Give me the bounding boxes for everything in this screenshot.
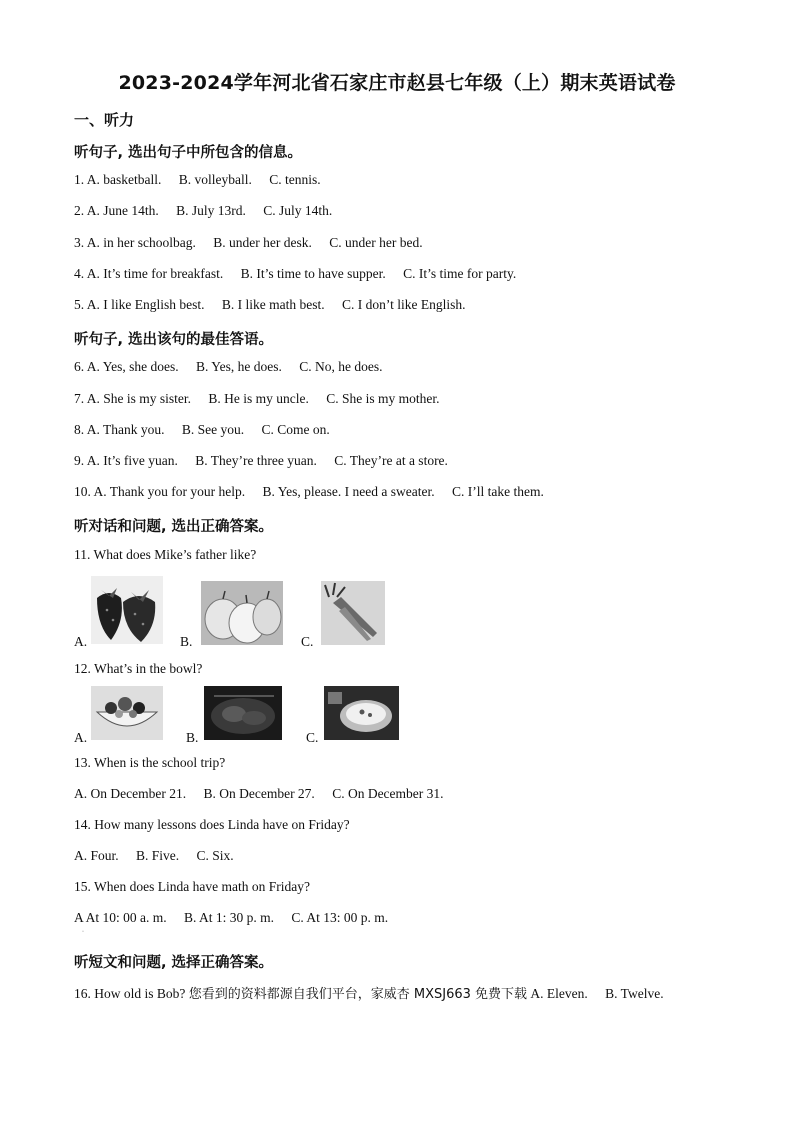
- option-a: A. It’s time for breakfast.: [86, 266, 224, 281]
- option-b-label: B.: [186, 730, 199, 745]
- question-10: [74, 484, 558, 500]
- option-a: A. Thank you for your help.: [93, 484, 246, 499]
- question-1: [74, 172, 335, 188]
- question-2: [74, 203, 346, 219]
- option-c: C. At 13: 00 p. m.: [291, 910, 389, 925]
- option-b: B. Yes, he does.: [196, 359, 282, 374]
- option-c: C. under her bed.: [329, 235, 423, 250]
- option-b: B. volleyball.: [178, 172, 252, 187]
- option-c: C. On December 31.: [332, 786, 444, 801]
- option-b: B. He is my uncle.: [208, 391, 309, 406]
- carrot-photo: [321, 581, 385, 645]
- question-4: [74, 266, 530, 282]
- question-number: 3.: [74, 235, 85, 250]
- option-a: A. It’s five yuan.: [86, 453, 178, 468]
- option-c: C. It’s time for party.: [403, 266, 517, 281]
- question-11: 11. What does Mike’s father like?: [74, 547, 257, 562]
- section-heading-listening: 一、听力: [74, 111, 135, 129]
- option-a: A. June 14th.: [86, 203, 159, 218]
- option-a: A At 10: 00 a. m.: [74, 910, 167, 925]
- question-number: 10.: [74, 484, 91, 499]
- question-number: 8.: [74, 422, 85, 437]
- option-c: C. They’re at a store.: [334, 453, 448, 468]
- option-b: B. Twelve.: [605, 986, 664, 1001]
- question-13-options: [74, 786, 458, 802]
- option-a: A. Yes, she does.: [86, 359, 179, 374]
- option-a: A. She is my sister.: [86, 391, 192, 406]
- question-7: [74, 391, 454, 407]
- question-14: 14. How many lessons does Linda have on Friday?: [74, 817, 350, 832]
- question-12: 12. What’s in the bowl?: [74, 661, 203, 676]
- question-13: 13. When is the school trip?: [74, 755, 226, 770]
- option-b: B. It’s time to have supper.: [240, 266, 386, 281]
- option-b: B. They’re three yuan.: [195, 453, 317, 468]
- option-b: B. Yes, please. I need a sweater.: [262, 484, 435, 499]
- option-a: A. in her schoolbag.: [86, 235, 196, 250]
- question-14-options: [74, 848, 248, 864]
- question-16: [74, 983, 678, 1002]
- option-a-label: A.: [74, 634, 88, 649]
- option-a: A. Thank you.: [86, 422, 165, 437]
- question-number: 2.: [74, 203, 85, 218]
- question-5: [74, 297, 480, 313]
- option-c: C. Come on.: [261, 422, 330, 437]
- option-a: A. On December 21.: [74, 786, 187, 801]
- option-c: C. She is my mother.: [326, 391, 440, 406]
- option-c: C. tennis.: [269, 172, 321, 187]
- strawberry-photo: [91, 576, 163, 644]
- question-number: 9.: [74, 453, 85, 468]
- question-11-pictures: [74, 576, 394, 649]
- option-a-label: A.: [74, 730, 88, 745]
- option-a: A. basketball.: [86, 172, 162, 187]
- option-b: B. At 1: 30 p. m.: [184, 910, 275, 925]
- option-b: B. July 13rd.: [176, 203, 246, 218]
- option-b: B. I like math best.: [221, 297, 325, 312]
- instruction-part3: 听对话和问题, 选出正确答案。: [74, 519, 274, 535]
- question-15-options: [74, 910, 402, 926]
- option-a: A. I like English best.: [86, 297, 205, 312]
- question-number: 6.: [74, 359, 85, 374]
- option-c: C. July 14th.: [263, 203, 333, 218]
- question-12-pictures: [74, 686, 404, 756]
- instruction-part2: 听句子, 选出该句的最佳答语。: [74, 332, 274, 348]
- question-15: 15. When does Linda have math on Friday?: [74, 879, 310, 894]
- option-c-label: C.: [306, 730, 319, 745]
- option-b: B. under her desk.: [213, 235, 312, 250]
- watermark-text: 您看到的资料都源自我们平台，家威杏 MXSJ663 免费下载: [188, 987, 528, 1002]
- chicken-photo: [204, 686, 282, 740]
- option-a: A. Eleven.: [530, 986, 588, 1001]
- stray-dot: ·: [82, 929, 84, 935]
- question-number: 5.: [74, 297, 85, 312]
- option-c-label: C.: [301, 634, 314, 649]
- option-c: C. No, he does.: [299, 359, 383, 374]
- question-number: 4.: [74, 266, 85, 281]
- question-8: [74, 422, 344, 438]
- question-9: [74, 453, 462, 469]
- question-number: 7.: [74, 391, 85, 406]
- option-b: B. Five.: [136, 848, 180, 863]
- question-6: [74, 359, 397, 375]
- instruction-part4: 听短文和问题, 选择正确答案。: [74, 955, 274, 971]
- question-number: 1.: [74, 172, 85, 187]
- fruit-salad-photo: [91, 686, 163, 740]
- option-b: B. On December 27.: [203, 786, 315, 801]
- option-a: A. Four.: [74, 848, 119, 863]
- question-text: 16. How old is Bob?: [74, 986, 186, 1001]
- porridge-photo: [324, 686, 399, 740]
- instruction-part1: 听句子, 选出句子中所包含的信息。: [74, 145, 303, 161]
- page-title: 2023-2024学年河北省石家庄市赵县七年级（上）期末英语试卷: [118, 72, 676, 94]
- option-c: C. I don’t like English.: [342, 297, 466, 312]
- question-3: [74, 235, 437, 251]
- pear-photo: [201, 581, 283, 645]
- option-b-label: B.: [180, 634, 193, 649]
- option-c: C. Six.: [196, 848, 234, 863]
- option-c: C. I’ll take them.: [451, 484, 544, 499]
- option-b: B. See you.: [181, 422, 245, 437]
